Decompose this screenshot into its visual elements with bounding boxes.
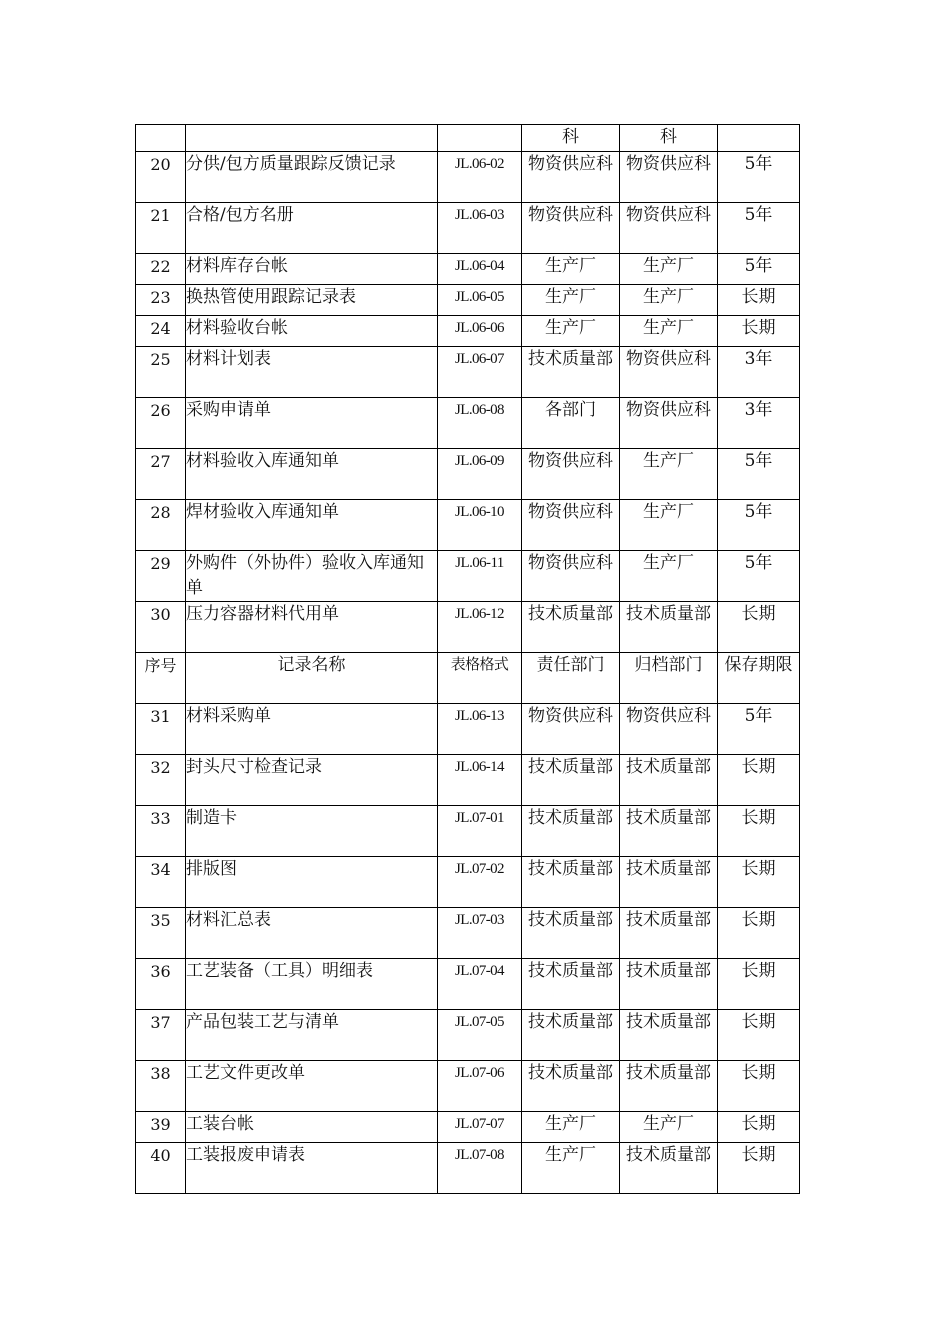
row-number: 21 <box>136 203 186 254</box>
record-name: 排版图 <box>186 857 438 908</box>
responsible-dept: 生产厂 <box>522 316 620 347</box>
row-number: 36 <box>136 959 186 1010</box>
record-name: 产品包装工艺与清单 <box>186 1010 438 1061</box>
archive-dept: 技术质量部 <box>620 857 718 908</box>
row-number: 30 <box>136 602 186 653</box>
table-row <box>136 203 800 254</box>
form-code: JL.06-08 <box>438 398 522 449</box>
record-name: 材料验收台帐 <box>186 316 438 347</box>
row-number: 31 <box>136 704 186 755</box>
records-table <box>135 124 800 1194</box>
row-number: 23 <box>136 285 186 316</box>
row-number: 22 <box>136 254 186 285</box>
responsible-dept: 物资供应科 <box>522 152 620 203</box>
archive-dept: 生产厂 <box>620 500 718 551</box>
table-row <box>136 1112 800 1143</box>
form-code: JL.06-09 <box>438 449 522 500</box>
responsible-dept: 技术质量部 <box>522 755 620 806</box>
responsible-dept: 技术质量部 <box>522 602 620 653</box>
archive-dept: 生产厂 <box>620 1112 718 1143</box>
archive-dept: 生产厂 <box>620 254 718 285</box>
retention-period: 5年 <box>718 203 800 254</box>
archive-dept: 生产厂 <box>620 551 718 602</box>
archive-dept: 技术质量部 <box>620 1143 718 1194</box>
archive-dept: 物资供应科 <box>620 152 718 203</box>
row-number <box>136 125 186 152</box>
retention-period: 长期 <box>718 316 800 347</box>
row-number: 34 <box>136 857 186 908</box>
table-row <box>136 500 800 551</box>
archive-dept: 物资供应科 <box>620 704 718 755</box>
record-name: 材料验收入库通知单 <box>186 449 438 500</box>
retention-period: 5年 <box>718 704 800 755</box>
table-row <box>136 908 800 959</box>
form-code: JL.06-04 <box>438 254 522 285</box>
form-code: JL.06-10 <box>438 500 522 551</box>
record-name: 工装报废申请表 <box>186 1143 438 1194</box>
record-name: 合格/包方名册 <box>186 203 438 254</box>
form-code: JL.07-02 <box>438 857 522 908</box>
responsible-dept: 生产厂 <box>522 254 620 285</box>
table-row <box>136 316 800 347</box>
table-row <box>136 449 800 500</box>
row-number: 39 <box>136 1112 186 1143</box>
archive-dept: 生产厂 <box>620 285 718 316</box>
retention-period: 长期 <box>718 1010 800 1061</box>
retention-period: 5年 <box>718 500 800 551</box>
archive-dept: 技术质量部 <box>620 602 718 653</box>
retention-period: 长期 <box>718 285 800 316</box>
responsible-dept: 物资供应科 <box>522 203 620 254</box>
table-row <box>136 347 800 398</box>
form-code: JL.07-06 <box>438 1061 522 1112</box>
header-keep: 保存期限 <box>718 653 800 704</box>
responsible-dept: 技术质量部 <box>522 959 620 1010</box>
retention-period: 长期 <box>718 1061 800 1112</box>
form-code: JL.06-13 <box>438 704 522 755</box>
form-code: JL.07-01 <box>438 806 522 857</box>
retention-period: 长期 <box>718 1143 800 1194</box>
form-code: JL.06-03 <box>438 203 522 254</box>
table-row <box>136 857 800 908</box>
form-code: JL.06-14 <box>438 755 522 806</box>
responsible-dept: 各部门 <box>522 398 620 449</box>
header-row <box>136 653 800 704</box>
continuation-row <box>136 125 800 152</box>
form-code: JL.06-07 <box>438 347 522 398</box>
retention-period: 3年 <box>718 398 800 449</box>
archive-dept: 技术质量部 <box>620 755 718 806</box>
header-no: 序号 <box>136 653 186 704</box>
form-code: JL.06-12 <box>438 602 522 653</box>
record-name: 工装台帐 <box>186 1112 438 1143</box>
table-row <box>136 285 800 316</box>
table-row <box>136 806 800 857</box>
table-row <box>136 398 800 449</box>
responsible-dept: 生产厂 <box>522 285 620 316</box>
record-name: 材料计划表 <box>186 347 438 398</box>
row-number: 32 <box>136 755 186 806</box>
responsible-dept: 生产厂 <box>522 1143 620 1194</box>
row-number: 24 <box>136 316 186 347</box>
retention-period: 5年 <box>718 152 800 203</box>
table-row <box>136 602 800 653</box>
retention-period <box>718 125 800 152</box>
record-name: 制造卡 <box>186 806 438 857</box>
archive-dept: 技术质量部 <box>620 959 718 1010</box>
record-name: 工艺装备（工具）明细表 <box>186 959 438 1010</box>
record-name: 封头尺寸检查记录 <box>186 755 438 806</box>
archive-dept: 技术质量部 <box>620 1010 718 1061</box>
responsible-dept: 技术质量部 <box>522 1061 620 1112</box>
record-name: 材料库存台帐 <box>186 254 438 285</box>
form-code: JL.07-05 <box>438 1010 522 1061</box>
archive-dept: 科 <box>620 125 718 152</box>
row-number: 20 <box>136 152 186 203</box>
archive-dept: 技术质量部 <box>620 1061 718 1112</box>
form-code: JL.06-02 <box>438 152 522 203</box>
retention-period: 长期 <box>718 806 800 857</box>
archive-dept: 生产厂 <box>620 449 718 500</box>
archive-dept: 生产厂 <box>620 316 718 347</box>
table-row <box>136 152 800 203</box>
form-code: JL.07-03 <box>438 908 522 959</box>
row-number: 26 <box>136 398 186 449</box>
record-name: 材料采购单 <box>186 704 438 755</box>
row-number: 29 <box>136 551 186 602</box>
table-row <box>136 551 800 602</box>
retention-period: 长期 <box>718 959 800 1010</box>
row-number: 25 <box>136 347 186 398</box>
table-row <box>136 1061 800 1112</box>
responsible-dept: 物资供应科 <box>522 551 620 602</box>
record-name: 焊材验收入库通知单 <box>186 500 438 551</box>
row-number: 40 <box>136 1143 186 1194</box>
header-code: 表格格式 <box>438 653 522 704</box>
archive-dept: 技术质量部 <box>620 908 718 959</box>
retention-period: 5年 <box>718 551 800 602</box>
table-row <box>136 755 800 806</box>
retention-period: 5年 <box>718 254 800 285</box>
archive-dept: 物资供应科 <box>620 203 718 254</box>
retention-period: 长期 <box>718 908 800 959</box>
record-name: 采购申请单 <box>186 398 438 449</box>
form-code <box>438 125 522 152</box>
record-name: 换热管使用跟踪记录表 <box>186 285 438 316</box>
responsible-dept: 技术质量部 <box>522 347 620 398</box>
responsible-dept: 生产厂 <box>522 1112 620 1143</box>
row-number: 28 <box>136 500 186 551</box>
record-name: 外购件（外协件）验收入库通知单 <box>186 551 438 602</box>
record-name: 压力容器材料代用单 <box>186 602 438 653</box>
responsible-dept: 物资供应科 <box>522 500 620 551</box>
form-code: JL.06-05 <box>438 285 522 316</box>
header-name: 记录名称 <box>186 653 438 704</box>
retention-period: 长期 <box>718 602 800 653</box>
header-resp: 责任部门 <box>522 653 620 704</box>
retention-period: 长期 <box>718 1112 800 1143</box>
retention-period: 3年 <box>718 347 800 398</box>
table-row <box>136 254 800 285</box>
table-row <box>136 1010 800 1061</box>
archive-dept: 物资供应科 <box>620 347 718 398</box>
record-name <box>186 125 438 152</box>
form-code: JL.07-08 <box>438 1143 522 1194</box>
form-code: JL.06-11 <box>438 551 522 602</box>
header-arch: 归档部门 <box>620 653 718 704</box>
responsible-dept: 科 <box>522 125 620 152</box>
retention-period: 5年 <box>718 449 800 500</box>
responsible-dept: 技术质量部 <box>522 857 620 908</box>
responsible-dept: 技术质量部 <box>522 806 620 857</box>
row-number: 35 <box>136 908 186 959</box>
archive-dept: 技术质量部 <box>620 806 718 857</box>
archive-dept: 物资供应科 <box>620 398 718 449</box>
form-code: JL.07-04 <box>438 959 522 1010</box>
retention-period: 长期 <box>718 857 800 908</box>
record-name: 材料汇总表 <box>186 908 438 959</box>
row-number: 37 <box>136 1010 186 1061</box>
form-code: JL.06-06 <box>438 316 522 347</box>
table-row <box>136 1143 800 1194</box>
records-table-body <box>136 125 800 1194</box>
row-number: 27 <box>136 449 186 500</box>
record-name: 分供/包方质量跟踪反馈记录 <box>186 152 438 203</box>
responsible-dept: 物资供应科 <box>522 704 620 755</box>
table-row <box>136 959 800 1010</box>
responsible-dept: 技术质量部 <box>522 908 620 959</box>
row-number: 38 <box>136 1061 186 1112</box>
table-row <box>136 704 800 755</box>
form-code: JL.07-07 <box>438 1112 522 1143</box>
responsible-dept: 物资供应科 <box>522 449 620 500</box>
responsible-dept: 技术质量部 <box>522 1010 620 1061</box>
retention-period: 长期 <box>718 755 800 806</box>
record-name: 工艺文件更改单 <box>186 1061 438 1112</box>
row-number: 33 <box>136 806 186 857</box>
